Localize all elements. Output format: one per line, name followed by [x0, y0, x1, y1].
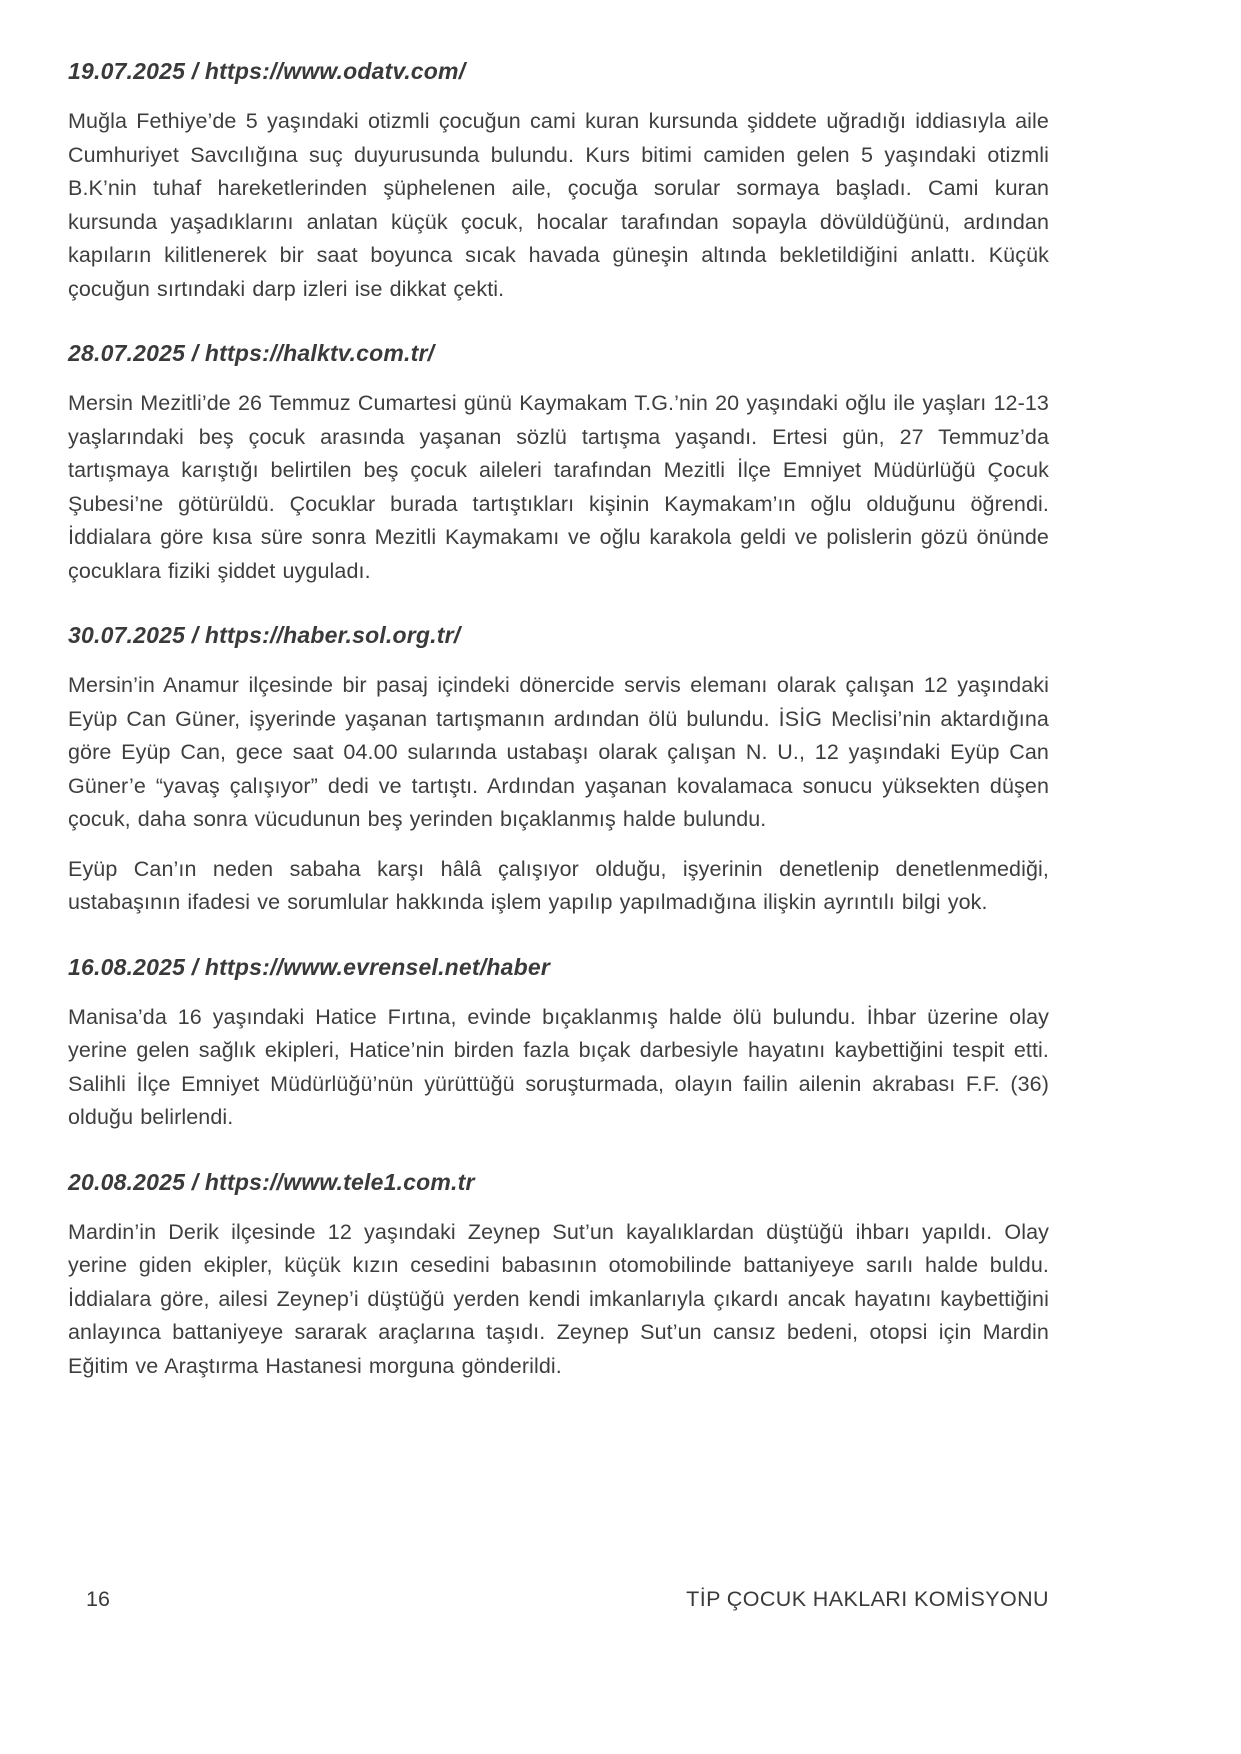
news-entry [68, 58, 1049, 306]
entry-paragraph: Muğla Fethiye’de 5 yaşındaki otizmli çocuğun cami kuran kursunda şiddete uğradığı iddiasıyla aile Cumhuriyet Savcılığına suç duyurusunda bulundu. Kurs bitimi camiden gelen 5 yaşındaki otizmli B.K’nin tuhaf hareketlerinden şüphelenen aile, çocuğa sorular sormaya başladı. Cami kuran kursunda yaşadıklarını anlatan küçük çocuk, hocalar tarafından sopayla dövüldüğünü, ardından kapıların kilitlenerek bir saat boyunca sıcak havada güneşin altında bekletildiğini anlattı. Küçük çocuğun sırtındaki darp izleri ise dikkat çekti. [68, 109, 1049, 301]
news-entry [68, 1169, 1049, 1384]
page-number: 16 [86, 1587, 110, 1611]
entry-paragraph: Mersin’in Anamur ilçesinde bir pasaj içindeki dönercide servis elemanı olarak çalışan 12 yaşındaki Eyüp Can Güner, işyerinde yaşanan tartışmanın ardından ölü bulundu. İSİG Meclisi’nin aktardığına göre Eyüp Can, gece saat 04.00 sularında ustabaşı olarak çalışan N. U., 12 yaşındaki Eyüp Can Güner’e “yavaş çalışıyor” dedi ve tartıştı. Ardından yaşanan kovalamaca sonucu yüksekten düşen çocuk, daha sonra vücudunun beş yerinden bıçaklanmış halde bulundu. [68, 673, 1049, 831]
news-entry [68, 622, 1049, 920]
entry-heading: 16.08.2025 / https://www.evrensel.net/haber [68, 953, 550, 980]
page-footer [68, 1587, 1049, 1612]
entry-heading: 19.07.2025 / https://www.odatv.com/ [68, 58, 466, 84]
entry-heading: 20.08.2025 / https://www.tele1.com.tr [68, 1168, 475, 1195]
news-entry [68, 954, 1049, 1135]
entry-paragraph: Manisa’da 16 yaşındaki Hatice Fırtına, evinde bıçaklanmış halde ölü bulundu. İhbar üzerine olay yerine gelen sağlık ekipleri, Hatice’nin birden fazla bıçak darbesiyle hayatını kaybettiğini tespit etti. Salihli İlçe Emniyet Müdürlüğü’nün yürüttüğü soruşturmada, olayın failin ailenin akrabası F.F. (36) olduğu belirlendi. [68, 1004, 1049, 1129]
entry-paragraph: Mersin Mezitli’de 26 Temmuz Cumartesi günü Kaymakam T.G.’nin 20 yaşındaki oğlu ile yaşları 12-13 yaşlarındaki beş çocuk arasında yaşanan sözlü tartışma yaşandı. Ertesi gün, 27 Temmuz’da tartışmaya karıştığı belirtilen beş çocuk aileleri tarafından Mezitli İlçe Emniyet Müdürlüğü Çocuk Şubesi’ne götürüldü. Çocuklar burada tartıştıkları kişinin Kaymakam’ın oğlu olduğunu öğrendi. İddialara göre kısa süre sonra Mezitli Kaymakamı ve oğlu karakola geldi ve polislerin gözü önünde çocuklara fiziki şiddet uyguladı. [68, 391, 1049, 583]
news-entry [68, 340, 1049, 588]
entry-paragraph: Eyüp Can’ın neden sabaha karşı hâlâ çalışıyor olduğu, işyerinin denetlenip denetlenmediği, ustabaşının ifadesi ve sorumlular hakkında işlem yapılıp yapılmadığına ilişkin ayrıntılı bilgi yok. [68, 856, 1049, 914]
footer-commission-title: TİP ÇOCUK HAKLARI KOMİSYONU [686, 1587, 1049, 1611]
entry-heading: 28.07.2025 / https://halktv.com.tr/ [68, 340, 435, 366]
entry-heading: 30.07.2025 / https://haber.sol.org.tr/ [68, 622, 461, 648]
entry-paragraph: Mardin’in Derik ilçesinde 12 yaşındaki Zeynep Sut’un kayalıklardan düştüğü ihbarı yapıldı. Olay yerine giden ekipler, küçük kızın cesedini babasının otomobilinde battaniyeye sarılı halde buldu. İddialara göre, ailesi Zeynep’i düştüğü yerden kendi imkanlarıyla çıkardı ancak hayatını kaybettiğini anlayınca battaniyeye sararak araçlarına taşıdı. Zeynep Sut’un cansız bedeni, otopsi için Mardin Eğitim ve Araştırma Hastanesi morguna gönderildi. [68, 1219, 1049, 1378]
